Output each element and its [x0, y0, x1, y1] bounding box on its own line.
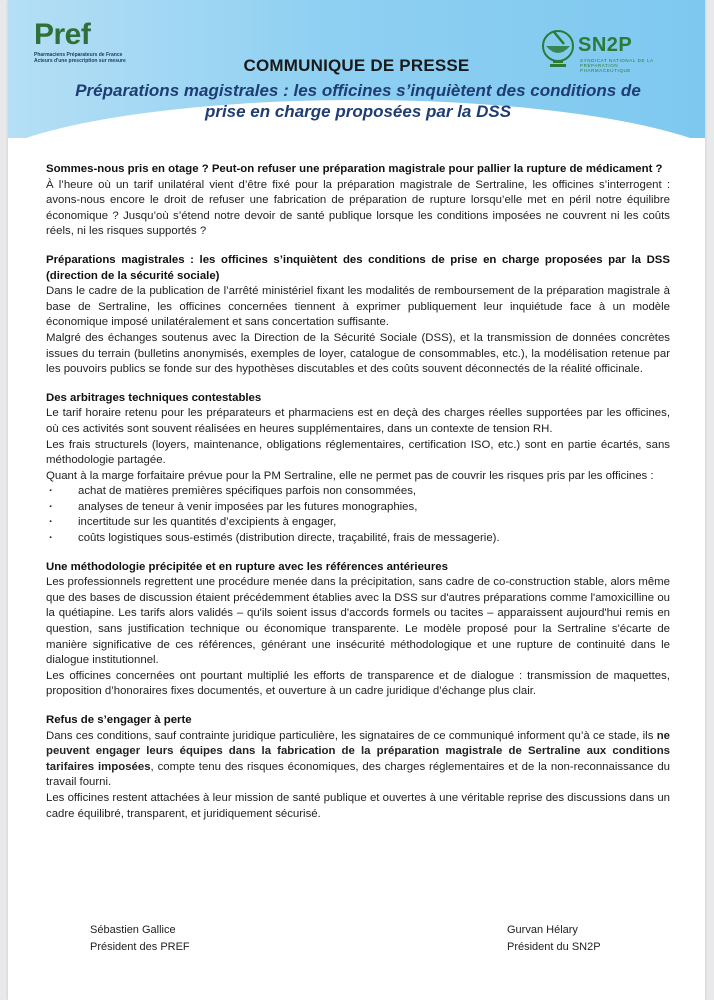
methodology-paragraph-2: Les officines concernées ont pourtant multiplié les efforts de transparence et de dialogue : transmission de maquettes, proposition d’honoraires fixes documentés, et ouverture à un cadre juridique d’échange plus clair.	[46, 669, 670, 698]
signature-right	[507, 922, 601, 956]
intro-section	[46, 162, 670, 240]
methodology-heading: Une méthodologie précipitée et en rupture avec les références antérieures	[46, 560, 448, 573]
signatory-name: Sébastien Gallice	[90, 924, 176, 936]
sn2p-tagline: SYNDICAT NATIONAL DE LA PRÉPARATION PHARMACEUTIQUE	[580, 58, 654, 73]
intro-heading: Sommes-nous pris en otage ? Peut-on refuser une préparation magistrale pour pallier la rupture de médicament ?	[46, 163, 663, 175]
refusal-paragraph-1	[46, 729, 670, 791]
title-line-1: Préparations magistrales : les officines s’inquiètent des conditions de	[75, 81, 641, 100]
signature-left	[90, 922, 190, 956]
refusal-heading: Refus de s’engager à perte	[46, 714, 192, 726]
signatory-role: Président du SN2P	[507, 941, 601, 953]
list-item: · analyses de teneur à venir imposées par les futures monographies,	[46, 500, 670, 516]
dss-paragraph-2: Malgré des échanges soutenus avec la Direction de la Sécurité Sociale (DSS), et la transmission de données concrètes issues du terrain (bulletins anonymisés, exemples de loyer, catalogue de consommables, etc.), la modélisation retenue par les pouvoirs publics se fonde sur des hypothèses discutables et des coûts souvent déconnectés de la réalité officinale.	[46, 331, 670, 376]
dss-heading: Préparations magistrales : les officines s’inquiètent des conditions de prise en charge proposées par la DSS (direction de la sécurité sociale)	[46, 253, 670, 282]
list-item: · achat de matières premières spécifiques parfois non consommées,	[46, 484, 670, 500]
press-release-label: COMMUNIQUE DE PRESSE	[243, 56, 470, 75]
arbitrages-paragraph-2: Les frais structurels (loyers, maintenance, obligations réglementaires, certification ISO, etc.) sont en partie écartés, sans méthodologie partagée.	[46, 438, 670, 467]
arbitrages-paragraph-1: Le tarif horaire retenu pour les préparateurs et pharmaciens est en deçà des charges réelles supportées par les officines, où ces activités sont souvent réalisées en heures supplémentaires, dans un contexte de tension RH.	[46, 407, 670, 435]
methodology-paragraph-1: Les professionnels regrettent une procédure menée dans la précipitation, sans cadre de co-construction stable, alors même que des bases de discussion étaient précédemment établies avec la DSS sur d'autres préparations comme l'amoxicilline ou la quétiapine. Les tarifs alors validés – qu'ils soient issus d'accords formels ou tacites – apparaissent aujourd'hui remis en question, sans justification technique ou économique transparente. Le modèle proposé pour la Sertraline s'écarte de manière significative de ces références, générant une insécurité méthodologique et une rupture de continuité dans le dialogue institutionnel.	[46, 576, 670, 667]
signatory-name: Gurvan Hélary	[507, 924, 578, 936]
pref-tagline-2: Acteurs d'une prescription sur mesure	[34, 58, 126, 64]
signature-block	[8, 922, 705, 962]
intro-paragraph: À l’heure où un tarif unilatéral vient d’être fixé pour la préparation magistrale de Sertraline, les officines s’interrogent : avons-nous encore le droit de refuser une fabrication de préparation de rupture lorsqu’elle met en péril notre équilibre économique ? Jusqu’où s’étend notre devoir de santé publique lorsque les conditions imposées ne couvrent ni les coûts réels, ni les risques supportés ?	[46, 178, 670, 238]
refusal-text-bold: ne peuvent engager leurs équipes dans la fabrication de la préparation magistrale de Sertraline aux conditions tarifaires imposées	[46, 729, 670, 773]
document-title	[38, 80, 678, 122]
list-item: · incertitude sur les quantités d’excipients à engager,	[46, 515, 670, 531]
arbitrages-section	[46, 391, 670, 547]
pref-tagline-1: Pharmaciens Préparateurs de France	[34, 52, 123, 58]
methodology-section	[46, 560, 670, 700]
refusal-text-end: , compte tenu des risques économiques, des charges réglementaires et de la non-reconnaissance du travail fourni.	[46, 760, 670, 789]
sn2p-logo-word: SN2P	[578, 34, 633, 56]
pref-logo-word: Pref	[34, 18, 91, 51]
document-body	[46, 162, 670, 833]
refusal-text-start: Dans ces conditions, sauf contrainte juridique particulière, les signataires de ce communiqué informent qu’à ce stade, ils	[46, 729, 657, 742]
signatory-role: Président des PREF	[90, 941, 190, 953]
refusal-section	[46, 713, 670, 822]
arbitrages-heading: Des arbitrages techniques contestables	[46, 391, 262, 404]
risk-list	[46, 484, 670, 546]
dss-section	[46, 253, 670, 378]
list-item: · coûts logistiques sous-estimés (distribution directe, traçabilité, frais de messagerie).	[46, 531, 670, 547]
refusal-paragraph-2: Les officines restent attachées à leur mission de santé publique et ouvertes à une véritable reprise des discussions dans un cadre équilibré, transparent, et juridiquement sécurisé.	[46, 791, 670, 820]
dss-paragraph-1: Dans le cadre de la publication de l’arrêté ministériel fixant les modalités de remboursement de la préparation magistrale à base de Sertraline, les officines concernées tiennent à exprimer publiquement leur inquiétude face à un modèle économique imposé unilatéralement et sans concertation suffisante.	[46, 285, 670, 329]
title-line-2: prise en charge proposées par la DSS	[204, 102, 512, 121]
arbitrages-paragraph-3: Quant à la marge forfaitaire prévue pour la PM Sertraline, elle ne permet pas de couvrir les risques pris par les officines :	[46, 469, 654, 482]
document-page	[8, 0, 705, 1000]
